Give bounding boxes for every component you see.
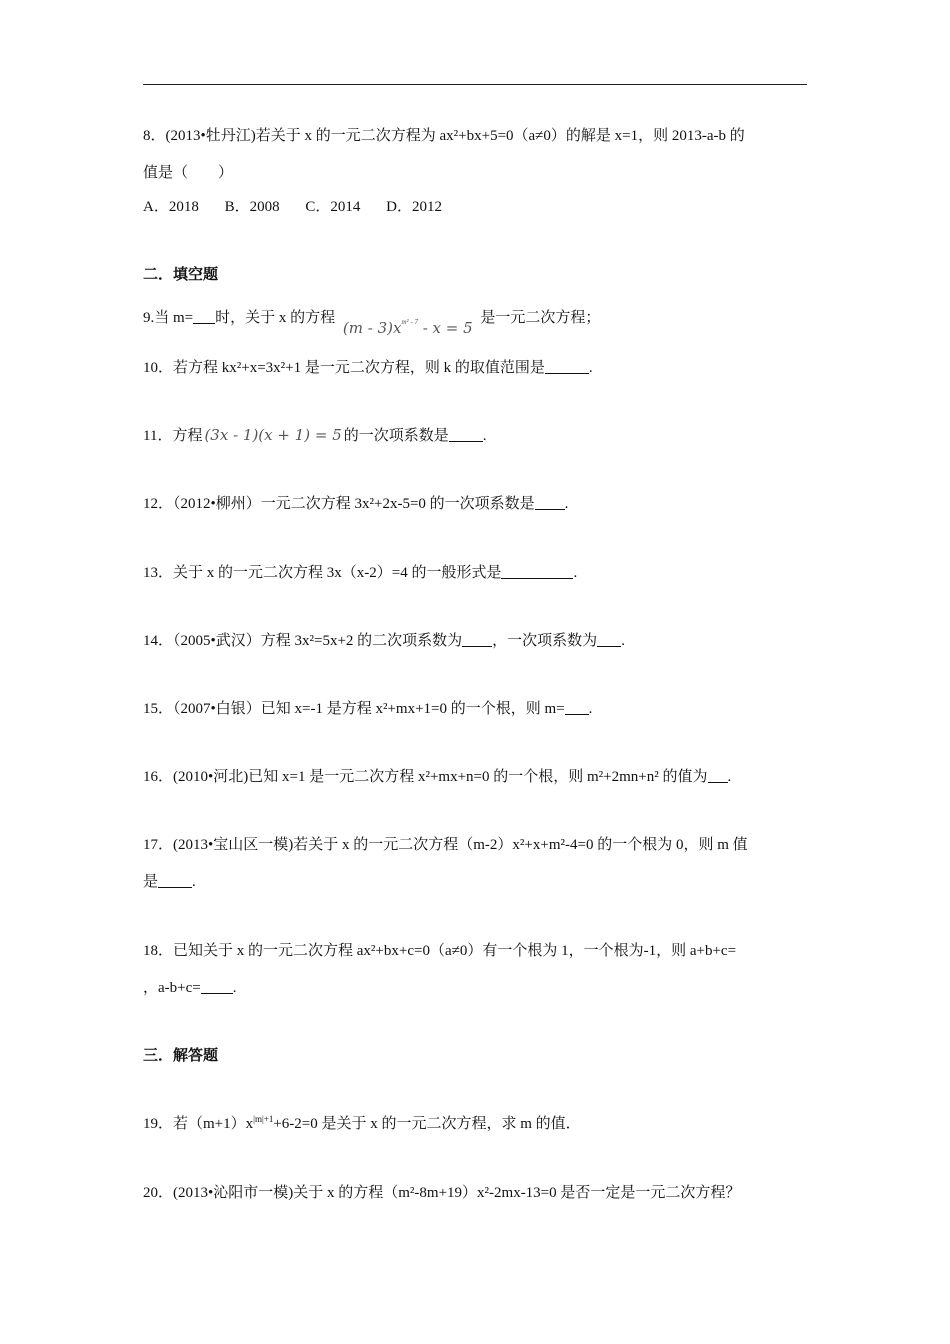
question-8-line1: 8．(2013•牡丹江)若关于 x 的一元二次方程为 ax²+bx+5=0（a≠0）的解是 x=1，则 2013-a-b 的 xyxy=(143,128,745,144)
q9-pre: 9.当 m= xyxy=(143,310,194,326)
option-d: D．2012 xyxy=(386,199,442,215)
answer-blank xyxy=(158,873,192,888)
question-18-line1: 18．已知关于 x 的一元二次方程 ax²+bx+c=0（a≠0）有一个根为 1，一个根为-1，则 a+b+c= xyxy=(143,943,737,959)
q19-exponent: |m|+1 xyxy=(253,1114,274,1124)
answer-blank xyxy=(201,979,233,994)
question-18-line2: ，a-b+c= . xyxy=(143,980,237,996)
question-8-line2: 值是（ ） xyxy=(143,165,234,181)
answer-blank xyxy=(535,495,565,510)
answer-blank xyxy=(565,700,589,715)
question-19: 19．若$(m+1)x^{|m|+1}+6-2=0$ 是关于 x 的一元二次方程，求 m 的值． xyxy=(143,1114,581,1132)
answer-blank xyxy=(501,564,573,579)
question-8-options xyxy=(143,197,464,217)
section-heading-solve: 三．解答题 xyxy=(143,1048,219,1064)
question-12: 12．（2012•柳州）一元二次方程 3x²+2x-5=0 的一次项系数是 . xyxy=(143,496,569,512)
answer-blank xyxy=(545,359,589,374)
question-14: 14．（2005•武汉）方程 3x²=5x+2 的二次项系数为 ，一次项系数为 . xyxy=(143,633,625,649)
option-a: A．2018 xyxy=(143,199,199,215)
q9-mid: 时，关于 x 的方程 xyxy=(215,310,336,326)
header-rule xyxy=(143,84,807,85)
question-20: 20．(2013•沁阳市一模)关于 x 的方程（m²-8m+19）x²-2mx-13=0 是否一定是一元二次方程？ xyxy=(143,1185,741,1201)
q11-formula: (3x - 1)(x + 1) = 5 xyxy=(204,426,342,444)
question-10: 10．若方程 kx²+x=3x²+1 是一元二次方程，则 k 的取值范围是 . xyxy=(143,360,593,376)
q9-formula: $(m - 3)x^{m^2 - 7} - x = 5$ xyxy=(342,318,473,337)
question-16: 16．(2010•河北)已知 x=1 是一元二次方程 x²+mx+n=0 的一个根，则 m²+2mn+n² 的值为 . xyxy=(143,769,732,785)
option-c: C．2014 xyxy=(305,199,361,215)
question-13: 13．关于 x 的一元二次方程 3x（x-2）=4 的一般形式是 . xyxy=(143,565,578,581)
question-11: 11．方程 (3x - 1)(x + 1) = 5 的一次项系数是 . xyxy=(143,426,487,444)
answer-blank xyxy=(597,632,621,647)
answer-blank xyxy=(193,309,215,324)
section-heading-fill-blank: 二．填空题 xyxy=(143,267,219,283)
answer-blank xyxy=(449,427,483,442)
answer-blank xyxy=(462,632,492,647)
question-9 xyxy=(143,301,601,337)
option-b: B．2008 xyxy=(224,199,280,215)
question-17-line2: 是 . xyxy=(143,874,196,890)
question-15: 15．（2007•白银）已知 x=-1 是方程 x²+mx+1=0 的一个根，则 m= . xyxy=(143,701,593,717)
question-17-line1: 17．(2013•宝山区一模)若关于 x 的一元二次方程（m-2）x²+x+m²-4=0 的一个根为 0，则 m 值 xyxy=(143,837,748,853)
q9-post: 是一元二次方程； xyxy=(480,310,601,326)
answer-blank xyxy=(708,768,728,783)
